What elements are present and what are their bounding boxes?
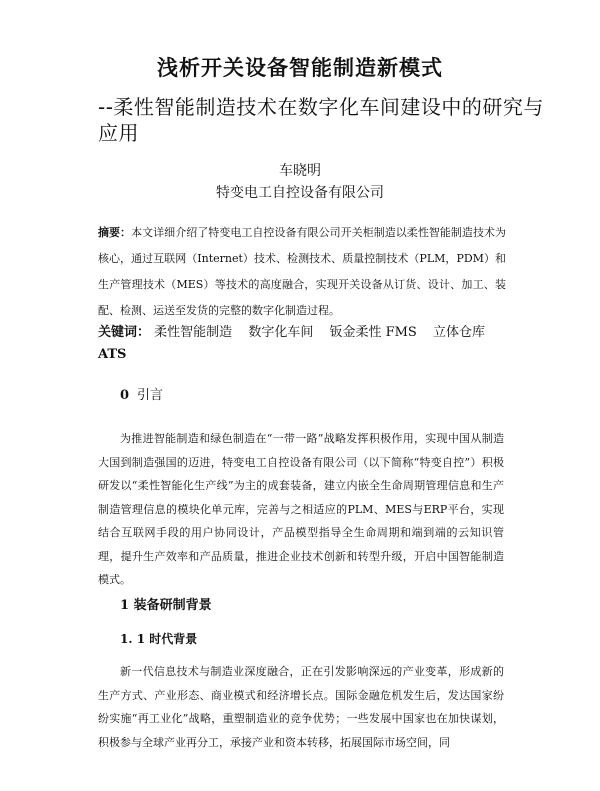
section-number: 0: [120, 388, 130, 403]
section-title: 引言: [137, 388, 164, 403]
paper-title: 浅析开关设备智能制造新模式: [157, 56, 443, 80]
era-paragraph: 新一代信息技术与制造业深度融合，正在引发影响深远的产业变革，形成新的生产方式、产业形态、商业模式和经济增长点。国际金融危机发生后，发达国家纷纷实施“再工业化”战略，重塑制造业的竞争优势；一些发展中国家也在加快谋划，积极参与全球产业再分工，承接产业和资本转移，拓展国际市场空间，同: [98, 665, 504, 749]
keywords-label: 关键词：: [98, 325, 151, 340]
author-name: 车晓明: [279, 163, 321, 179]
author-affiliation: 特变电工自控设备有限公司: [216, 185, 384, 201]
keyword-item: 钣金柔性 FMS: [329, 325, 417, 340]
keyword-item: 立体仓库: [432, 325, 485, 340]
abstract-text: 本文详细介绍了特变电工自控设备有限公司开关柜制造以柔性智能制造技术为核心，通过互联网（Internet）技术、检测技术、质量控制技术（PLM，PDM）和生产管理技术（MES）等技术的高度融合，实现开关设备从订货、设计、加工、装配、检测、运送至发货的完整的数字化制造过程。: [98, 226, 507, 317]
keyword-item: 柔性智能制造: [154, 325, 233, 340]
abstract-label: 摘要：: [98, 226, 132, 239]
keyword-item: ATS: [98, 347, 127, 362]
abstract: [98, 220, 506, 324]
section-heading-background: 1 装备研制背景: [120, 598, 212, 613]
paper-subtitle: --柔性智能制造技术在数字化车间建设中的研究与应用: [98, 95, 544, 145]
subsection-heading-era: 1. 1 时代背景: [120, 632, 198, 646]
keyword-item: 数字化车间: [248, 325, 314, 340]
section-heading-intro: [120, 384, 163, 403]
intro-paragraph: 为推进智能制造和绿色制造在“一带一路”战略发挥积极作用，实现中国从制造大国到制造强国的迈进，特变电工自控设备有限公司（以下简称“特变自控”）积极研发以“柔性智能化生产线”为主的成套装备，建立内嵌全生命周期管理信息和生产制造管理信息的模块化单元库，完善与之相适应的PLM、MES与ERP平台，实现结合互联网手段的用户协同设计，产品模型指导全生命周期和端到端的云知识管理，提升生产效率和产品质量，推进企业技术创新和转型升级，开启中国智能制造模式。: [98, 432, 504, 586]
keywords: [98, 322, 508, 366]
